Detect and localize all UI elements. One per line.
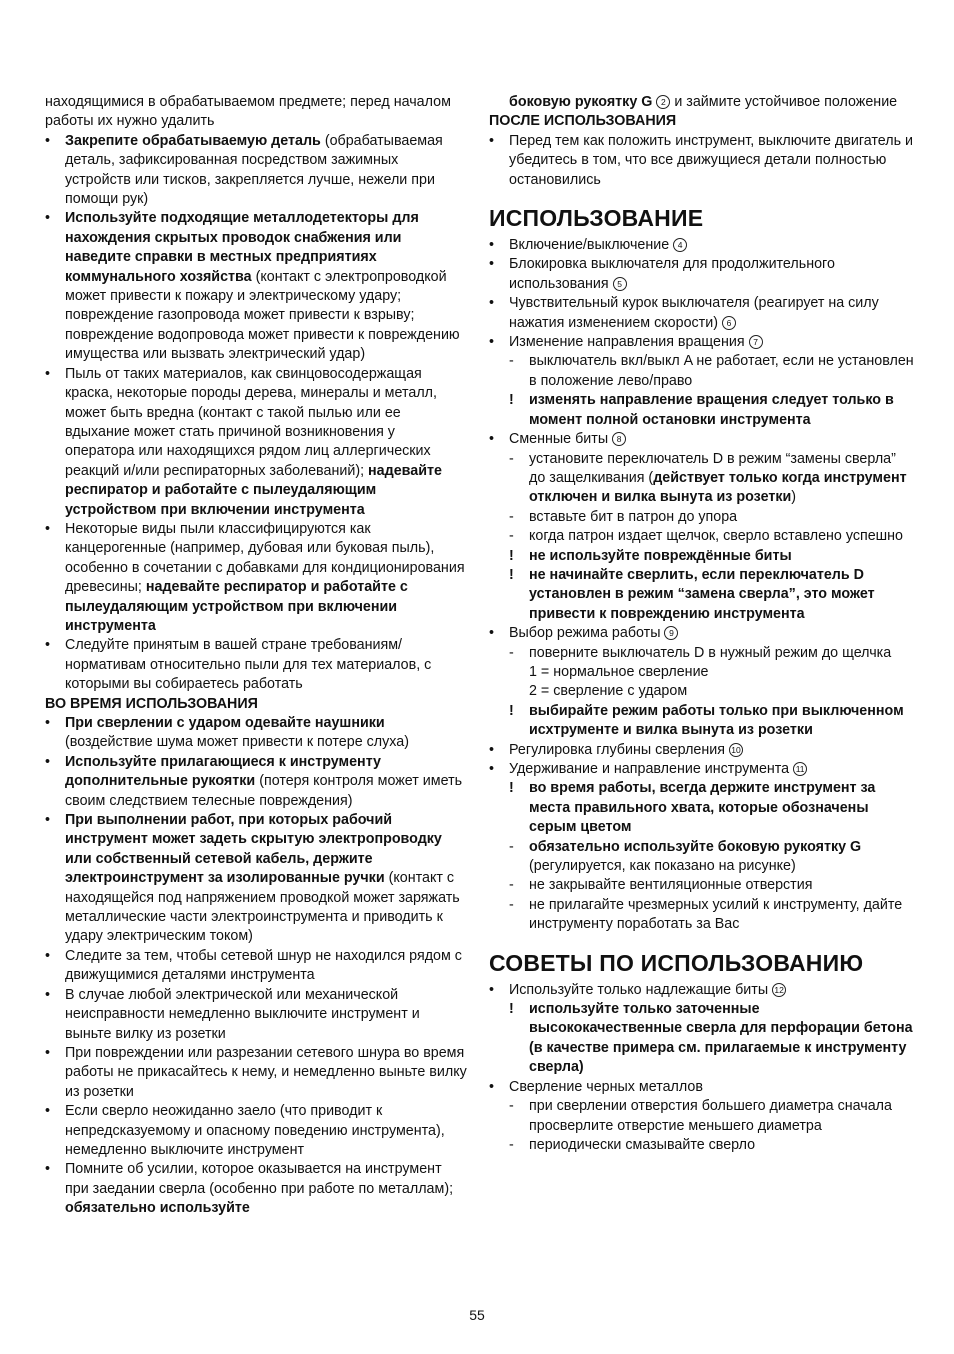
dash-mark: -	[509, 838, 514, 855]
bullet-mark: •	[45, 812, 51, 829]
bullet-mark: •	[489, 761, 495, 777]
dash-item	[489, 896, 914, 935]
text: Некоторые виды пыли классифицируются как канцерогенные (например, дубовая или буковая пыль), особенно в сочетании с добавками для кондиционирования древесины;	[65, 520, 465, 596]
dash-mark: -	[509, 528, 514, 545]
dash-mark: -	[509, 896, 514, 913]
text: (обрабатываемая деталь, зафиксированная посредством зажимных устройств или тисков, закрепляется лучше, нежели при помощи рук)	[65, 132, 443, 208]
left-column	[45, 93, 468, 1219]
dash-item	[489, 1136, 914, 1155]
bullet-mark: •	[489, 625, 495, 642]
circled-number: 6	[722, 316, 736, 330]
text: Используйте только надлежащие биты	[509, 981, 773, 998]
bullet-mark: •	[489, 1078, 495, 1095]
text: при сверлении отверстия большего диаметра сначала просверлите отверстие меньшего диаметра	[529, 1098, 892, 1134]
bullet-mark: •	[45, 210, 51, 227]
bullet-item	[45, 365, 468, 520]
text: Регулировка глубины сверления	[509, 741, 729, 758]
bullet-item	[489, 1078, 914, 1097]
text: Удерживание и направление инструмента	[509, 761, 794, 777]
paragraph	[489, 663, 914, 682]
page-number: 55	[469, 1307, 485, 1323]
bullet-mark: •	[45, 715, 51, 731]
bullet-item	[45, 753, 468, 811]
text: установите переключатель D в режим “замены сверла” до защелкивания (	[529, 450, 896, 486]
text: вставьте бит в патрон до упора	[529, 508, 738, 525]
text: не прилагайте чрезмерных усилий к инструменту, дайте инструменту поработать за Вас	[529, 896, 903, 933]
text: не закрывайте вентиляционные отверстия	[529, 877, 813, 894]
text: (регулируется, как показано на рисунке)	[529, 858, 796, 875]
bullet-item	[45, 947, 468, 986]
text: поверните выключатель D в нужный режим до щелчка	[529, 644, 892, 661]
text: (воздействие шума может привести к потере слуха)	[65, 734, 409, 751]
text: ПОСЛЕ ИСПОЛЬЗОВАНИЯ	[489, 113, 677, 130]
bullet-mark: •	[489, 256, 495, 273]
bullet-item	[45, 636, 468, 694]
bullet-item	[45, 520, 468, 636]
subsection-heading	[489, 112, 914, 131]
warning-item	[489, 1000, 914, 1078]
bullet-mark: •	[45, 986, 51, 1003]
bold-text: Используйте прилагающиеся к инструменту дополнительные рукоятки	[65, 753, 381, 790]
bold-text: обязательно используйте	[65, 1200, 250, 1217]
dash-mark: -	[509, 508, 514, 525]
bullet-mark: •	[45, 520, 51, 537]
text: Сменные биты	[509, 431, 613, 448]
bold-text: выбирайте режим работы только при выключенном исхтрументе и вилка вынута из розетки	[529, 702, 904, 739]
text: и займите устойчивое положение	[670, 94, 898, 110]
text: (контакт с электропроводкой может привести к пожару и электрическому удару; повреждение газопровода может привести к взрыву; повреждение водопровода может привести к повреждению имущества или вызвать электрический удар)	[65, 268, 460, 363]
dash-item	[489, 876, 914, 895]
bullet-mark: •	[45, 132, 51, 149]
dash-mark: -	[509, 1098, 514, 1115]
bullet-mark: •	[489, 741, 495, 758]
bullet-item	[489, 255, 914, 294]
bullet-item	[489, 981, 914, 1000]
text: При повреждении или разрезании сетевого шнура во время работы не прикасайтесь к нему, и немедленно выньте вилку из розетки	[65, 1044, 467, 1100]
bold-text: боковую рукоятку G	[509, 94, 657, 110]
bold-text: надевайте респиратор и работайте с пылеудаляющим устройством при включении инструмента	[65, 579, 408, 634]
text: Сверление черных металлов	[509, 1078, 703, 1095]
paragraph	[45, 93, 468, 132]
text: находящимися в обрабатываемом предмете; перед началом работы их нужно удалить	[45, 94, 451, 130]
dash-item	[489, 1097, 914, 1136]
dash-item	[489, 644, 914, 663]
bold-text: действует только когда инструмент отключен и вилка вынута из розетки	[529, 469, 907, 506]
circled-number: 12	[772, 983, 786, 997]
text: 2 = сверление с ударом	[529, 683, 688, 700]
bullet-mark: •	[45, 753, 51, 770]
bullet-item	[489, 624, 914, 643]
bullet-mark: •	[45, 637, 51, 654]
warning-mark: !	[509, 566, 514, 583]
circled-number: 11	[793, 762, 807, 776]
bullet-mark: •	[489, 132, 495, 149]
text: Изменение направления вращения	[509, 334, 749, 351]
subsection-heading	[45, 695, 468, 714]
warning-mark: !	[509, 780, 514, 797]
bold-text: надевайте респиратор и работайте с пылеудаляющим устройством при включении инструмента	[65, 462, 442, 518]
bullet-item	[489, 760, 914, 779]
dash-mark: -	[509, 644, 514, 661]
text: )	[791, 489, 797, 506]
bullet-item	[45, 811, 468, 947]
dash-item	[489, 508, 914, 527]
bullet-item	[489, 132, 914, 190]
text: В случае любой электрической или механической неисправности немедленно выключите инструмент и выньте вилку из розетки	[65, 986, 420, 1042]
circled-number: 7	[749, 335, 763, 349]
bullet-mark: •	[489, 334, 495, 351]
dash-item	[489, 450, 914, 508]
text: 1 = нормальное сверление	[529, 663, 709, 680]
dash-mark: -	[509, 450, 514, 467]
text: Блокировка выключателя для продолжительного использования	[509, 256, 835, 292]
text: Пыль от таких материалов, как свинцовосодержащая краска, некоторые породы дерева, минералы и металл, может быть вредна (контакт с такой пылью или ее вдыхание может стать причиной возникновения у оператора или находящихся рядом лиц аллергических реакций и/или респираторных заболеваний);	[65, 365, 437, 479]
bullet-mark: •	[45, 1044, 51, 1061]
warning-mark: !	[509, 392, 514, 409]
text: Включение/выключение	[509, 237, 674, 254]
bold-text: Закрепите обрабатываемую деталь	[65, 132, 321, 149]
warning-mark: !	[509, 1001, 514, 1018]
bullet-item	[45, 1102, 468, 1160]
warning-mark: !	[509, 547, 514, 564]
bold-text: изменять направление вращения следует только в момент полной остановки инструмента	[529, 392, 894, 428]
dash-item	[489, 838, 914, 877]
bullet-mark: •	[45, 947, 51, 964]
text: Помните об усилии, которое оказывается на инструмент при заедании сверла (особенно при работе по металлам);	[65, 1161, 454, 1197]
bullet-item	[45, 714, 468, 753]
bullet-mark: •	[489, 981, 495, 998]
text: Если сверло неожиданно заело (что приводит к непредсказуемому и опасному поведению инструмента), немедленно выключите инструмент	[65, 1103, 445, 1158]
text: Чувствительный курок выключателя (реагирует на силу нажатия изменением скорости)	[509, 295, 879, 331]
circled-number: 4	[673, 238, 687, 252]
text: (контакт с находящейся под напряжением проводкой может заряжать металлические части электроинструмента и приводить к удару электрическим током)	[65, 870, 460, 945]
right-column	[489, 93, 914, 1155]
bold-text: обязательно используйте боковую рукоятку G	[529, 838, 862, 855]
bullet-item	[489, 294, 914, 333]
dash-item	[489, 527, 914, 546]
bullet-item	[489, 236, 914, 255]
text: СОВЕТЫ ПО ИСПОЛЬЗОВАНИЮ	[489, 949, 864, 976]
bold-text: не начинайте сверлить, если переключатель D установлен в режим “замена сверла”, это может привести к повреждению инструмента	[529, 566, 875, 622]
bullet-mark: •	[489, 295, 495, 312]
text: Перед тем как положить инструмент, выключите двигатель и убедитесь в том, что все движущиеся детали полностью остановились	[509, 132, 914, 188]
text: периодически смазывайте сверло	[529, 1136, 756, 1153]
bullet-item	[45, 209, 468, 364]
bullet-item	[489, 333, 914, 352]
bold-text: При сверлении с ударом одевайте наушники	[65, 715, 385, 731]
text: Следите за тем, чтобы сетевой шнур не находился рядом с движущимися деталями инструмента	[65, 947, 462, 984]
text: когда патрон издает щелчок, сверло вставлено успешно	[529, 528, 903, 545]
bullet-item	[45, 132, 468, 210]
paragraph	[489, 682, 914, 701]
paragraph	[489, 93, 914, 112]
text: выключатель вкл/выкл A не работает, если не установлен в положение лево/право	[529, 353, 914, 389]
section-heading	[489, 949, 914, 977]
text: Следуйте принятым в вашей стране требованиям/нормативам относительно пыли для тех материалов, с которыми вы собираетесь работать	[65, 637, 432, 693]
bullet-mark: •	[489, 237, 495, 254]
circled-number: 10	[729, 743, 743, 757]
warning-item	[489, 702, 914, 741]
bullet-item	[45, 1160, 468, 1218]
section-heading	[489, 204, 914, 232]
circled-number: 9	[664, 626, 678, 640]
bold-text: не используйте повреждённые биты	[529, 547, 792, 564]
bold-text: во время работы, всегда держите инструмент за места правильного хвата, которые обозначены серым цветом	[529, 780, 876, 836]
bullet-mark: •	[45, 1161, 51, 1178]
text: Выбор режима работы	[509, 625, 665, 642]
bullet-mark: •	[45, 365, 51, 382]
text: (потеря контроля может иметь своим следствием телесные повреждения)	[65, 773, 463, 809]
dash-mark: -	[509, 1136, 514, 1153]
dash-mark: -	[509, 353, 514, 370]
warning-item	[489, 391, 914, 430]
warning-mark: !	[509, 702, 514, 719]
circled-number: 8	[612, 432, 626, 446]
warning-item	[489, 779, 914, 837]
circled-number: 2	[656, 95, 670, 109]
bold-text: Используйте подходящие металлодетекторы для нахождения скрытых проводок снабжения или наведите справки в местных предприятиях коммунального хозяйства	[65, 210, 419, 285]
circled-number: 5	[613, 277, 627, 291]
bold-text: используйте только заточенные высококачественные сверла для перфорации бетона (в качестве примера см. прилагаемые к инструменту сверла)	[529, 1001, 913, 1076]
bold-text: При выполнении работ, при которых рабочий инструмент может задеть скрытую электропроводку или собственный сетевой кабель, держите электроинструмент за изолированные ручки	[65, 812, 442, 887]
dash-item	[489, 352, 914, 391]
bullet-item	[489, 430, 914, 449]
text: ВО ВРЕМЯ ИСПОЛЬЗОВАНИЯ	[45, 695, 258, 712]
warning-item	[489, 547, 914, 566]
bullet-mark: •	[489, 431, 495, 448]
warning-item	[489, 566, 914, 624]
bullet-item	[45, 986, 468, 1044]
bullet-item	[489, 741, 914, 760]
text: ИСПОЛЬЗОВАНИЕ	[489, 205, 704, 232]
dash-mark: -	[509, 877, 514, 894]
bullet-mark: •	[45, 1103, 51, 1120]
bullet-item	[45, 1044, 468, 1102]
